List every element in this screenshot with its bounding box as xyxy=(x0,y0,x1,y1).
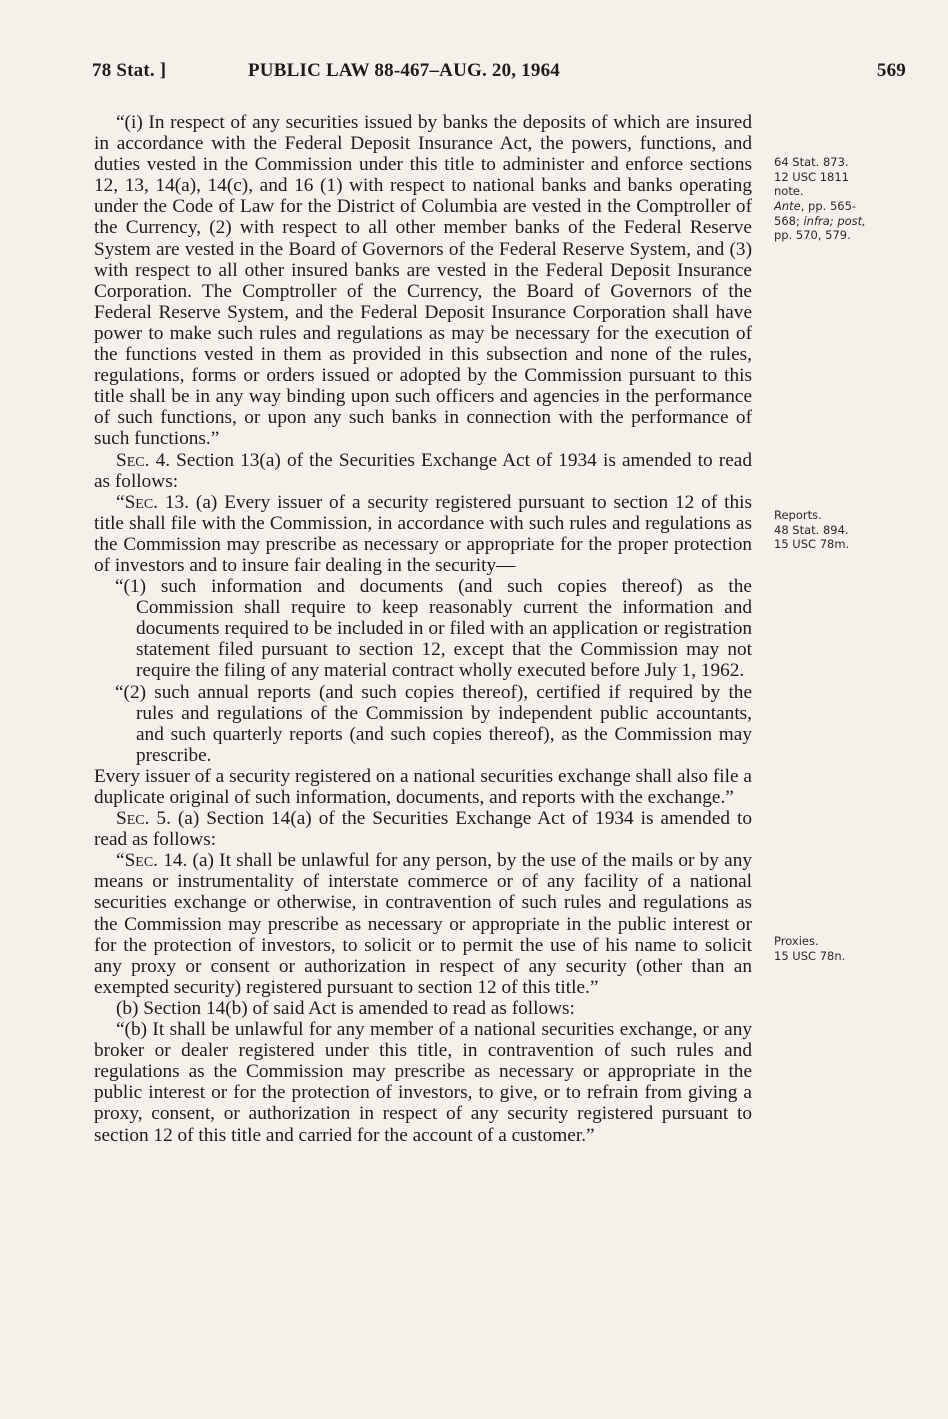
sec-14-label: Sec. xyxy=(124,850,158,872)
sec-13-open-quote: “ xyxy=(116,491,125,513)
margin-note-line: 64 Stat. 873. xyxy=(774,155,849,169)
margin-note-ante-pages: , pp. 565- xyxy=(800,199,857,213)
margin-note-infra-post: infra; post, xyxy=(803,213,866,228)
sec-5-label: Sec. xyxy=(116,808,150,830)
sec-13-text: 13. (a) Every issuer of a security registered pursuant to section 12 of this title shall file with the Commission, in accordance with such rules and regulations as the Commission may prescribe as necessary or appropriate for the proper protection of investors and to insure fair dealing in the security— xyxy=(94,491,752,576)
page-number: 569 xyxy=(876,60,906,81)
paragraph-sec-13 xyxy=(94,492,752,576)
paragraph-sec-14b: “(b) It shall be unlawful for any member of a national securities exchange, or any broker or dealer registered under this title, in contravention of such rules and regulations as the Commission may prescribe as necessary or appropriate in the public interest or for the protection of investors, to give, or to refrain from giving a proxy, consent, or authorization in respect of any security registered pursuant to section 12 of this title and carried for the account of a customer.” xyxy=(94,1019,752,1146)
sec-4-text: 4. Section 13(a) of the Securities Exchange Act of 1934 is amended to read as follows: xyxy=(94,449,752,492)
paragraph-clause-1: “(1) such information and documents (and such copies thereof) as the Commission shall require to keep reasonably current the information and documents required to be included in or filed with an application or registration statement filed pursuant to section 12, except that the Commission may not require the filing of any material contract wholly executed before July 1, 1962. xyxy=(115,576,752,682)
paragraph-sec-5 xyxy=(94,808,752,850)
margin-note-line: Proxies. xyxy=(774,934,819,948)
paragraph-exchange-filing: Every issuer of a security registered on a national securities exchange shall also file a duplicate original of such information, documents, and reports with the exchange.” xyxy=(94,765,752,808)
margin-note-line xyxy=(774,214,884,229)
sec-14a-text: 14. (a) It shall be unlawful for any person, by the use of the mails or by any means or instrumentality of interstate commerce or of any facility of a national securities exchange or otherwise, in contravention of such rules and regulations as the Commission may prescribe as necessary or appropriate in the public interest or for the protection of investors, to solicit or to permit the use of his name to solicit any proxy or consent or authorization in respect of any security (other than an exempted security) registered pursuant to section 12 of this title.” xyxy=(94,850,752,998)
page-body xyxy=(94,112,752,1146)
margin-note-reports xyxy=(774,508,884,552)
header-volume: 78 Stat. ] xyxy=(92,60,167,81)
margin-note-proxies xyxy=(774,934,884,963)
margin-note-ante-word: Ante xyxy=(774,199,801,213)
margin-note-line: 15 USC 78n. xyxy=(774,948,846,963)
margin-note-line: 48 Stat. 894. xyxy=(774,522,849,537)
header-title: PUBLIC LAW 88-467–AUG. 20, 1964 xyxy=(248,60,560,81)
paragraph-subsection-i: “(i) In respect of any securities issued by banks the deposits of which are insured in accordance with the Federal Deposit Insurance Act, the powers, functions, and duties vested in the Commission under this title to administer and enforce sections 12, 13, 14(a), 14(c), and 16 (1) with respect to national banks and banks operating under the Code of Law for the District of Columbia are vested in the Comptroller of the Currency, (2) with respect to all other member banks of the Federal Reserve System are vested in the Board of Governors of the Federal Reserve System, and (3) with respect to all other insured banks are vested in the Federal Deposit Insurance Corporation. The Comptroller of the Currency, the Board of Governors of the Federal Reserve System, and the Federal Deposit Insurance Corporation shall have power to make such rules and regulations as may be necessary for the execution of the functions vested in them as provided in this subsection and none of the rules, regulations, forms or orders issued or adopted by the Commission pursuant to this title shall be in any way binding upon such officers and agencies in the performance of such functions, or upon any such banks in connection with the performance of such functions.” xyxy=(94,112,752,450)
margin-note-line: pp. 570, 579. xyxy=(774,228,851,242)
paragraph-sec-4 xyxy=(94,450,752,492)
margin-note-stat-873 xyxy=(774,155,884,199)
margin-note-ante-pages-cont: 568; xyxy=(774,213,804,228)
margin-note-line: 12 USC 1811 xyxy=(774,169,849,184)
sec-13-label: Sec. xyxy=(124,491,158,513)
sec-14-open-quote: “ xyxy=(116,850,125,872)
margin-note-line: Reports. xyxy=(774,508,822,522)
margin-note-line xyxy=(774,199,884,214)
paragraph-clause-2: “(2) such annual reports (and such copies thereof), certified if required by the rules and regulations of the Commission by independent public accountants, and such quarterly reports (and such copies thereof), as the Commission may prescribe. xyxy=(115,681,752,766)
paragraph-sec-14a xyxy=(94,850,752,998)
margin-note-line: note. xyxy=(774,184,804,198)
paragraph-sec-14b-intro: (b) Section 14(b) of said Act is amended to read as follows: xyxy=(116,997,575,1019)
sec-5-text: 5. (a) Section 14(a) of the Securities Exchange Act of 1934 is amended to read as follows: xyxy=(94,808,752,851)
margin-note-line: 15 USC 78m. xyxy=(774,537,850,551)
sec-4-label: Sec. xyxy=(116,449,150,471)
margin-note-ante xyxy=(774,199,884,243)
page-header xyxy=(92,60,906,88)
